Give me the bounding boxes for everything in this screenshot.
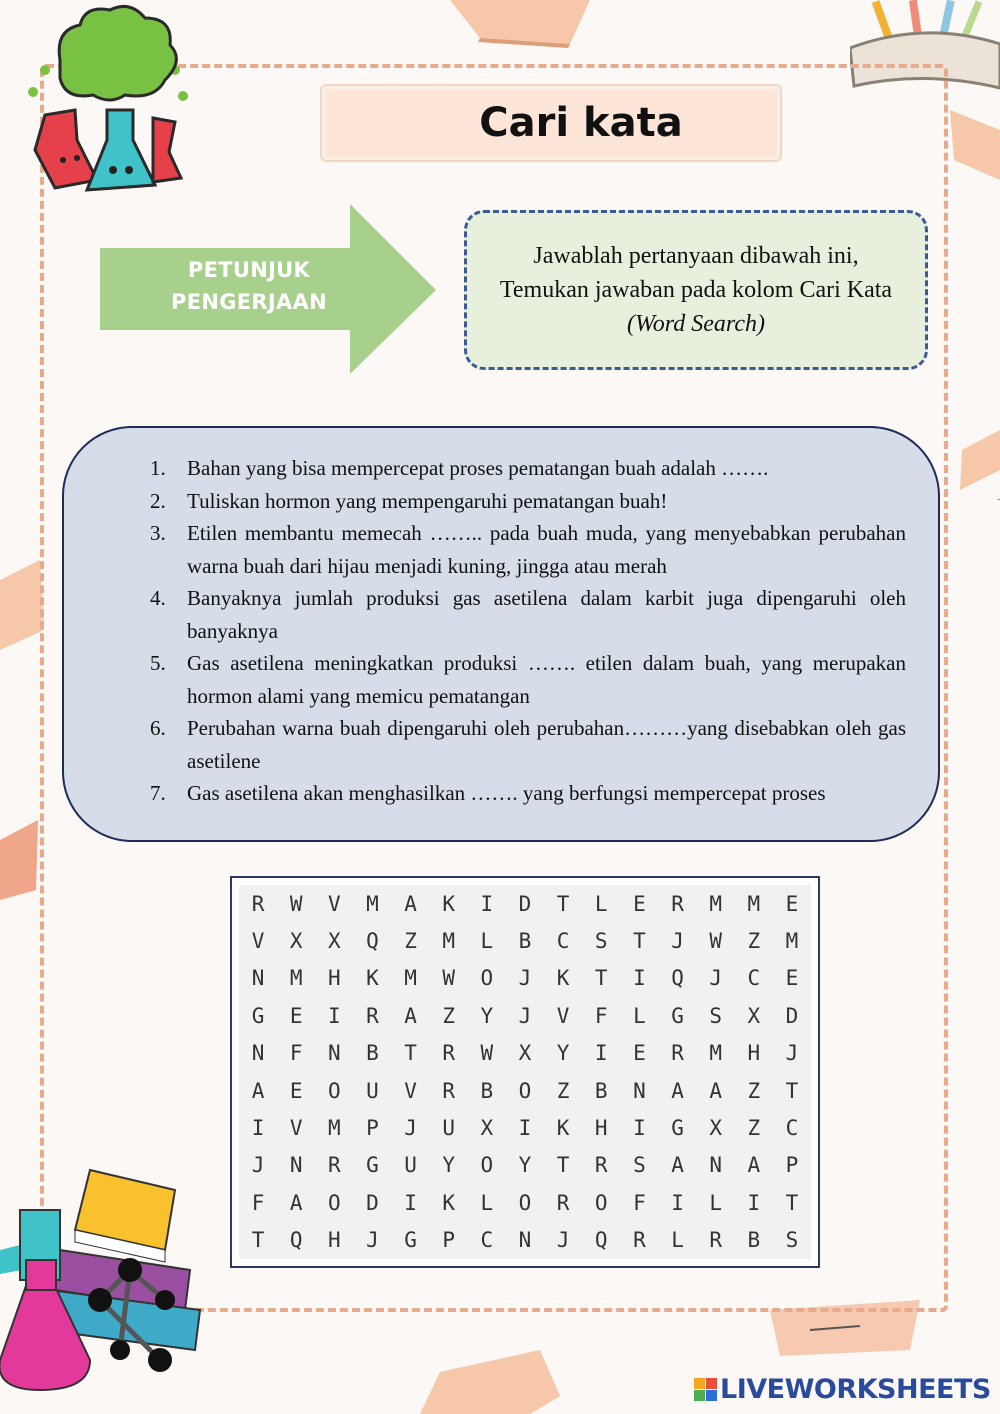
grid-letter-cell[interactable]: Z: [404, 929, 417, 954]
grid-letter-cell[interactable]: U: [404, 1153, 417, 1178]
grid-letter-cell[interactable]: N: [251, 1041, 265, 1066]
question-item: 4. Banyaknya jumlah produksi gas asetilena dalam karbit juga dipengaruhi oleh banyaknya: [150, 586, 906, 643]
book-right-decoration: [940, 100, 1000, 500]
grid-letter-cell[interactable]: K: [366, 966, 379, 991]
grid-letter-cell[interactable]: Z: [442, 1003, 456, 1028]
grid-letter-cell[interactable]: M: [709, 1041, 722, 1066]
grid-letter-cell[interactable]: J: [251, 1153, 265, 1178]
grid-letter-cell[interactable]: I: [594, 1041, 608, 1066]
grid-letter-cell[interactable]: P: [442, 1228, 456, 1253]
grid-letter-cell[interactable]: J: [404, 1116, 417, 1141]
grid-letter-cell[interactable]: D: [518, 891, 532, 916]
book-top-decoration: [440, 0, 600, 50]
grid-letter-cell[interactable]: J: [556, 1228, 570, 1253]
grid-letter-cell[interactable]: V: [328, 891, 341, 916]
grid-letter-cell[interactable]: F: [633, 1190, 646, 1215]
grid-letter-cell[interactable]: L: [480, 1190, 494, 1215]
grid-letter-cell[interactable]: M: [785, 929, 799, 954]
grid-letter-cell[interactable]: R: [709, 1228, 722, 1253]
instruction-arrow-label: PETUNJUK PENGERJAAN: [171, 258, 327, 314]
grid-letter-cell[interactable]: T: [785, 1078, 799, 1103]
grid-letter-cell[interactable]: I: [633, 966, 646, 991]
grid-letter-cell[interactable]: E: [633, 1041, 646, 1066]
grid-letter-cell[interactable]: I: [671, 1190, 684, 1215]
grid-letter-cell[interactable]: R: [366, 1003, 379, 1028]
grid-letter-cell[interactable]: X: [328, 929, 341, 954]
lab-books-flask-icon: [0, 1150, 230, 1400]
grid-letter-cell[interactable]: C: [747, 966, 761, 991]
grid-letter-cell[interactable]: W: [709, 929, 722, 954]
grid-letter-cell[interactable]: R: [556, 1190, 570, 1215]
grid-letter-cell[interactable]: G: [251, 1003, 265, 1028]
grid-letter-cell[interactable]: C: [556, 929, 570, 954]
grid-letter-cell[interactable]: H: [328, 966, 341, 991]
grid-letter-cell[interactable]: O: [518, 1190, 532, 1215]
grid-letter-cell[interactable]: V: [251, 929, 265, 954]
grid-letter-cell[interactable]: W: [289, 891, 303, 916]
grid-letter-cell[interactable]: O: [480, 1153, 494, 1178]
grid-letter-cell[interactable]: Y: [442, 1153, 456, 1178]
grid-letter-cell[interactable]: E: [633, 891, 646, 916]
grid-letter-cell[interactable]: K: [442, 1190, 456, 1215]
grid-letter-cell[interactable]: R: [251, 891, 265, 916]
grid-letter-cell[interactable]: U: [366, 1078, 379, 1103]
grid-letter-cell[interactable]: A: [404, 1003, 417, 1028]
grid-letter-cell[interactable]: B: [366, 1041, 379, 1066]
grid-letter-cell[interactable]: R: [328, 1153, 341, 1178]
grid-letter-cell[interactable]: A: [671, 1153, 684, 1178]
grid-letter-cell[interactable]: A: [747, 1153, 761, 1178]
grid-letter-cell[interactable]: V: [556, 1003, 570, 1028]
grid-letter-cell[interactable]: L: [671, 1228, 684, 1253]
grid-letter-cell[interactable]: H: [594, 1116, 608, 1141]
grid-letter-cell[interactable]: A: [289, 1190, 303, 1215]
word-search-grid: [239, 885, 811, 1259]
grid-letter-cell[interactable]: F: [594, 1003, 608, 1028]
grid-letter-cell[interactable]: P: [366, 1116, 379, 1141]
grid-letter-cell[interactable]: B: [518, 929, 532, 954]
grid-letter-cell[interactable]: K: [556, 966, 570, 991]
grid-letter-cell[interactable]: S: [785, 1228, 799, 1253]
question-item: 2. Tuliskan hormon yang mempengaruhi pematangan buah!: [150, 488, 668, 513]
grid-letter-cell[interactable]: X: [709, 1116, 722, 1141]
grid-letter-cell[interactable]: I: [480, 891, 494, 916]
grid-letter-cell[interactable]: M: [366, 891, 379, 916]
grid-letter-cell[interactable]: R: [671, 891, 684, 916]
word-search-box: [230, 876, 820, 1268]
instruction-text-italic: (Word Search): [627, 311, 765, 337]
grid-letter-cell[interactable]: T: [785, 1190, 799, 1215]
grid-letter-cell[interactable]: T: [556, 1153, 570, 1178]
grid-letter-cell[interactable]: H: [747, 1041, 761, 1066]
grid-letter-cell[interactable]: Z: [556, 1078, 570, 1103]
grid-letter-cell[interactable]: G: [671, 1003, 684, 1028]
grid-letter-cell[interactable]: W: [442, 966, 456, 991]
grid-letter-cell[interactable]: R: [442, 1041, 456, 1066]
grid-letter-cell[interactable]: M: [442, 929, 456, 954]
grid-letter-cell[interactable]: A: [251, 1078, 265, 1103]
grid-letter-cell[interactable]: I: [251, 1116, 265, 1141]
question-item: 1. Bahan yang bisa mempercepat proses pematangan buah adalah …….: [150, 456, 769, 480]
page-title: Cari kata: [479, 100, 683, 146]
grid-letter-cell[interactable]: X: [480, 1116, 494, 1141]
grid-letter-cell[interactable]: N: [289, 1153, 303, 1178]
grid-letter-cell[interactable]: E: [289, 1078, 303, 1103]
grid-letter-cell[interactable]: Q: [289, 1228, 303, 1253]
grid-letter-cell[interactable]: D: [785, 1003, 799, 1028]
grid-letter-cell[interactable]: L: [480, 929, 494, 954]
grid-letter-cell[interactable]: B: [594, 1078, 608, 1103]
question-list: [150, 452, 906, 810]
grid-letter-cell[interactable]: T: [594, 966, 608, 991]
grid-letter-cell[interactable]: C: [480, 1228, 494, 1253]
grid-letter-cell[interactable]: F: [251, 1190, 265, 1215]
grid-letter-cell[interactable]: B: [480, 1078, 494, 1103]
grid-letter-cell[interactable]: M: [289, 966, 303, 991]
grid-letter-cell[interactable]: A: [404, 891, 417, 916]
grid-letter-cell[interactable]: I: [633, 1116, 646, 1141]
grid-letter-cell[interactable]: W: [480, 1041, 494, 1066]
grid-letter-cell[interactable]: I: [328, 1003, 341, 1028]
grid-letter-cell[interactable]: R: [671, 1041, 684, 1066]
instruction-text: Jawablah pertanyaan dibawah ini, Temukan jawaban pada kolom Cari Kata: [499, 243, 893, 303]
grid-letter-cell[interactable]: Z: [747, 929, 761, 954]
grid-letter-cell[interactable]: J: [518, 966, 532, 991]
grid-letter-cell[interactable]: J: [518, 1003, 532, 1028]
grid-letter-cell[interactable]: K: [442, 891, 456, 916]
question-item: 6. Perubahan warna buah dipengaruhi oleh perubahan………yang disebabkan oleh gas asetilene: [150, 716, 906, 773]
grid-letter-cell[interactable]: N: [518, 1228, 532, 1253]
grid-letter-cell[interactable]: S: [633, 1153, 646, 1178]
grid-letter-cell[interactable]: U: [442, 1116, 456, 1141]
grid-letter-cell[interactable]: A: [671, 1078, 684, 1103]
grid-letter-cell[interactable]: N: [328, 1041, 341, 1066]
grid-letter-cell[interactable]: C: [785, 1116, 799, 1141]
grid-letter-cell[interactable]: O: [328, 1078, 341, 1103]
grid-letter-cell[interactable]: T: [404, 1041, 417, 1066]
grid-letter-cell[interactable]: M: [747, 891, 761, 916]
grid-letter-cell[interactable]: Y: [480, 1003, 494, 1028]
grid-letter-cell[interactable]: F: [289, 1041, 303, 1066]
chemistry-flask-mascot-icon: [15, 0, 190, 200]
grid-letter-cell[interactable]: M: [709, 891, 722, 916]
grid-letter-cell[interactable]: G: [671, 1116, 684, 1141]
grid-letter-cell[interactable]: X: [518, 1041, 532, 1066]
book-bottom-decoration: [410, 1350, 570, 1414]
grid-letter-cell[interactable]: S: [594, 929, 608, 954]
grid-letter-cell[interactable]: S: [709, 1003, 722, 1028]
question-item: 3. Etilen membantu memecah …….. pada buah muda, yang menyebabkan perubahan warna buah dari hijau menjadi kuning, jingga atau merah: [150, 521, 906, 578]
grid-letter-cell[interactable]: T: [556, 891, 570, 916]
grid-letter-cell[interactable]: O: [518, 1078, 532, 1103]
grid-letter-cell[interactable]: Z: [747, 1078, 761, 1103]
liveworksheets-logo: LIVEWORKSHEETS: [694, 1374, 991, 1405]
instruction-box: [464, 210, 928, 370]
grid-letter-cell[interactable]: L: [709, 1190, 722, 1215]
grid-letter-cell[interactable]: G: [404, 1228, 417, 1253]
grid-letter-cell[interactable]: Y: [556, 1041, 570, 1066]
grid-letter-cell[interactable]: Q: [366, 929, 379, 954]
question-item: 7. Gas asetilena akan menghasilkan ……. yang berfungsi mempercepat proses: [150, 781, 826, 805]
grid-letter-cell[interactable]: G: [366, 1153, 379, 1178]
grid-letter-cell[interactable]: N: [633, 1078, 646, 1103]
grid-letter-cell[interactable]: K: [556, 1116, 570, 1141]
grid-letter-cell[interactable]: X: [747, 1003, 761, 1028]
title-banner: [322, 86, 780, 160]
grid-letter-cell[interactable]: L: [594, 891, 608, 916]
grid-letter-cell[interactable]: Z: [747, 1116, 761, 1141]
grid-letter-cell[interactable]: J: [785, 1041, 799, 1066]
liveworksheets-logo-icon: [694, 1378, 717, 1401]
grid-letter-cell[interactable]: N: [251, 966, 265, 991]
grid-letter-cell[interactable]: X: [289, 929, 303, 954]
grid-letter-cell[interactable]: E: [289, 1003, 303, 1028]
grid-letter-cell[interactable]: H: [328, 1228, 341, 1253]
grid-letter-cell[interactable]: O: [594, 1190, 608, 1215]
grid-letter-cell[interactable]: J: [671, 929, 684, 954]
question-item: 5. Gas asetilena meningkatkan produksi ……. etilen dalam buah, yang merupakan hormon alami yang memicu pematangan: [150, 651, 906, 708]
grid-letter-cell[interactable]: E: [785, 966, 799, 991]
grid-letter-cell[interactable]: E: [785, 891, 799, 916]
grid-letter-cell[interactable]: Y: [518, 1153, 532, 1178]
grid-letter-cell[interactable]: V: [289, 1116, 303, 1141]
grid-letter-cell[interactable]: I: [747, 1190, 761, 1215]
grid-letter-cell[interactable]: M: [404, 966, 417, 991]
grid-letter-cell[interactable]: I: [518, 1116, 532, 1141]
grid-letter-cell[interactable]: J: [366, 1228, 379, 1253]
grid-letter-cell[interactable]: P: [785, 1153, 799, 1178]
grid-letter-cell[interactable]: B: [747, 1228, 761, 1253]
grid-letter-cell[interactable]: M: [328, 1116, 341, 1141]
grid-letter-cell[interactable]: O: [328, 1190, 341, 1215]
grid-letter-cell[interactable]: V: [404, 1078, 417, 1103]
grid-letter-cell[interactable]: R: [442, 1078, 456, 1103]
grid-letter-cell[interactable]: R: [594, 1153, 608, 1178]
grid-letter-cell[interactable]: Q: [594, 1228, 608, 1253]
grid-letter-cell[interactable]: J: [709, 966, 722, 991]
grid-letter-cell[interactable]: A: [709, 1078, 722, 1103]
grid-letter-cell[interactable]: I: [404, 1190, 417, 1215]
grid-letter-cell[interactable]: T: [251, 1228, 265, 1253]
grid-letter-cell[interactable]: Q: [671, 966, 684, 991]
grid-letter-cell[interactable]: D: [366, 1190, 379, 1215]
grid-letter-cell[interactable]: O: [480, 966, 494, 991]
grid-letter-cell[interactable]: T: [633, 929, 646, 954]
grid-letter-cell[interactable]: N: [709, 1153, 722, 1178]
grid-letter-cell[interactable]: L: [633, 1003, 646, 1028]
grid-letter-cell[interactable]: R: [633, 1228, 646, 1253]
